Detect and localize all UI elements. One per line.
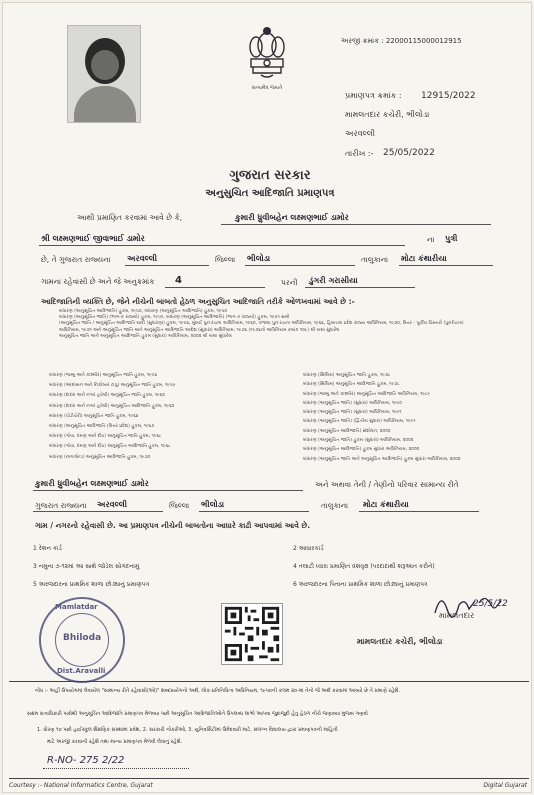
handwritten-ref: R-NO- 275 2/22 bbox=[47, 755, 125, 766]
village2-value: મોટા કંથારીયા bbox=[363, 500, 409, 509]
instruction-para: સક્ષમ સત્તાધિકારી પાસેથી અનુસૂચિત આદિજાતિ પ્રમાણપત્ર મેળવ્યા પછી અનુસૂચિત આદિજાતિઓને ઉપલબ્ધ લાભો આપવા જુદાજુદી હેતુ હેઠળ નીચે જણાવ્યા મુજબ ગણવો bbox=[27, 711, 368, 717]
note-text: નોંધ :- અહીં ઉપયોગમાં લેવાયેલ "સામાન્ય રીતે રહેવાસી(ઓ)" શબ્દપ્રયોગનો અર્થ, લોક-પ્રતિનિધિત્વ અધિનિયમ, ૧૯૫૦ની કલમ ૨૦-માં તેનો જે અર્થ કરવામાં આવ્યો છે તે પ્રમાણે રહેશે. bbox=[35, 688, 400, 694]
doc-item: 5 અરજદારના પ્રાથમિક શાળા છોડ્યાનું પ્રમાણપત્ર bbox=[33, 581, 150, 588]
list-item: બંધારણ (અનુસૂચિત આદિજાતિ) હુકમ સુધારા અધિનિયમ, ૨૦૦૨ bbox=[303, 447, 420, 453]
signature-title: મામલતદાર bbox=[439, 611, 475, 620]
doc-item: 2 આધારકાર્ડ bbox=[293, 545, 324, 552]
list-item: બંધારણ (પોંડીચેરી) અનુસૂચિત જાતિ હુકમ, ૧૯૬૪ bbox=[49, 413, 139, 419]
list-item: બંધારણ (અનુસૂચિત જાતિ અને અનુસૂચિત આદિજાતિ) હુકમ સુધારા અધિનિયમ, ૨૦૦૨ bbox=[303, 456, 461, 462]
caste-label: પરની bbox=[281, 278, 298, 287]
list-item: બંધારણ (દાદરા અને નગર હવેલી) અનુસૂચિત આદિજાતિ હુકમ, ૧૯૬૨ bbox=[49, 403, 175, 409]
footer-brand: Digital Gujarat bbox=[483, 782, 527, 789]
state-label: છે, તે ગુજરાત રાજ્યના bbox=[41, 255, 111, 264]
district-label: જિલ્લા bbox=[215, 255, 236, 264]
national-emblem-icon bbox=[243, 23, 291, 93]
list-item: બંધારણ (અનુસૂચિત જાતિ) (સુધારા) અધિનિયમ, ૧૯૯૦ bbox=[303, 400, 402, 406]
government-title: ગુજરાત સરકાર bbox=[229, 168, 311, 183]
applicant-name: કુમારી ધ્રુવીબહેન લક્ષ્મણભાઈ ડામોર bbox=[235, 213, 349, 222]
qr-code bbox=[221, 603, 283, 665]
list-item: બંધારણ (જમ્મુ અને કાશ્મીર) અનુસૂચિત આદિજાતિ અધિનિયમ, ૧૯૮૯ bbox=[303, 391, 431, 397]
village-label: ગામના રહેવાસી છે અને જે અનુક્રમાંક bbox=[41, 277, 155, 286]
signature-office: મામલતદાર કચેરી, ભીલોડા bbox=[357, 637, 443, 646]
orders-list-right bbox=[303, 371, 513, 464]
date-label: તારીખ :- bbox=[345, 149, 374, 158]
doc-item: 3 નમુના ૭-૧૨માં આ સાથે જોડેલ સોગંદનામું bbox=[33, 563, 140, 570]
village-value: મોટા કંથારીયા bbox=[401, 254, 447, 263]
list-item: બંધારણ (ગોવા, દમણ અને દીવ) અનુસૂચિત આદિજાતિ હુકમ, ૧૯૬૮ bbox=[49, 444, 171, 450]
list-item: બંધારણ (આંદામાન અને નિકોબાર ટાપુ) અનુસૂચિત જાતિ હુકમ, ૧૯૫૯ bbox=[49, 383, 176, 389]
taluka-value: ભીલોડા bbox=[247, 254, 271, 263]
list-item: બંધારણ (ગોવા, દમણ અને દીવ) અનુસૂચિત જાતિ હુકમ, ૧૯૬૮ bbox=[49, 434, 162, 440]
list-item: બંધારણ (અનુસૂચિત આદિજાતિ) સંશોધન, ૨૦૦૨ bbox=[303, 428, 391, 434]
basis-line: ગામ / નગરનો રહેવાસી છે. આ પ્રમાણપત્ર નીચેની બાબતોના આધારે કાઢી આપવામાં આવે છે. bbox=[35, 521, 311, 530]
serial-number: 4 bbox=[175, 275, 182, 286]
footer-courtesy: Courtesy :- National Informatics Centre, Gujarat bbox=[9, 782, 153, 789]
list-item: બંધારણ (સિક્કિમ) અનુસૂચિત જાતિ હુકમ, ૧૯૭૮ bbox=[303, 373, 391, 378]
list-item: બંધારણ (અનુસૂચિત જાતિ) (સુધારા) અધિનિયમ, ૧૯૯૧ bbox=[303, 410, 402, 416]
emblem-caption: સત્યમેવ જયતે bbox=[251, 85, 283, 91]
applicant-name-repeat: કુમારી ધ્રુવીબહેન લક્ષ્મણભાઈ ડામોર bbox=[35, 479, 149, 488]
list-item: બંધારણ (અનુસૂચિત જાતિ) હુકમ (સુધારા) અધિનિયમ, ૨૦૦૨ bbox=[303, 438, 414, 444]
application-serial: અરજી ક્રમાંક : 22000115000012915 bbox=[341, 37, 462, 45]
taluka-label: તાલુકાના bbox=[361, 255, 389, 264]
applicant-photo bbox=[67, 25, 141, 123]
list-item: બંધારણ (દાદરા અને નગર હવેલી) અનુસૂચિત જાતિ હુકમ, ૧૯૬૨ bbox=[49, 393, 165, 399]
certificate-title: અનુસુચિત આદિજાતિ પ્રમાણપત્ર bbox=[205, 188, 335, 199]
office-line: મામલતદાર કચેરી, ભીલોડા bbox=[345, 110, 430, 119]
signature-date: 25/5/22 bbox=[473, 599, 508, 609]
relation-label: ના bbox=[427, 235, 435, 244]
district2-label: જિલ્લા bbox=[169, 501, 190, 510]
doc-item: 1 રેશન કાર્ડ bbox=[33, 545, 62, 552]
legal-basis-text: બંધારણ (અનુસૂચિત આદિજાતિ) હુકમ, ૧૯૫૦, બંધારણ (અનુસૂચિત આદિજાતિ) હુકમ, ૧૯૫૦ બંધારણ (અનુસૂચિત જાતિ) (ભાગ-ક રાજ્યો) હુકમ, ૧૯૫૧, બંધારણ (અનુસૂચિત આદિજાતિ) (ભાગ-ક રાજ્યો) હુકમ, ૧૯૫૧ સાથે (અનુસૂચિત જાતિ / અનુસૂચિત આદિજાતિ યાદી (સુધારણા) હુકમ, ૧૯૫૬, મુંબઈ પુનઃરચના અધિનિયમ, ૧૯૬૦, પંજાબ પુનઃરચના અધિનિયમ, ૧૯૬૬, હિમાચલ પ્રદેશ રાજ્ય અધિનિયમ, ૧૯૭૦, ઉત્તર - પૂર્વીય વિસ્તારો (પુનર્રચના) અધિનિયમ, ૧૯૭૧ અને અનુસૂચિત જાતિ અને અનુસૂચિત આદિજાતિ આદેશ (સુધારા) અધિનિયમ, ૧૯૭૬ (૧૯૭૬નો અધિનિયમ ક્રમાંક ૧૦૮) થી યથા સુધારેલ અનુસૂચિત જાતિ અને અનુસૂચિત આદિજાતિ હુકમ (સુધારા) અધિનિયમ, ૨૦૦૨ થી યથા સુધારેલ bbox=[59, 309, 464, 339]
certify-text: આથી પ્રમાણિત કરવામાં આવે છે કે, bbox=[77, 213, 183, 222]
instruction-points: 1. ધોરણ ૧૦ પછી હાઈસ્કૂલ શૈક્ષણિક સંસ્થામાં પ્રવેશ, 2. સરકારી નોકરીઓ, 3. યુનિવર્સિટીમાં ઉમેદવારી માટે, સંલગ્ન વિદ્યાલય દ્વારા પ્રમાણપત્રની માહિતી bbox=[37, 727, 338, 733]
state2-label: ગુજરાત રાજ્યના bbox=[35, 501, 87, 510]
cert-no-label: પ્રમાણપત્ર ક્રમાંક : bbox=[345, 91, 402, 100]
relation-value: પુત્રી bbox=[445, 234, 458, 243]
district-value: અરવલ્લી bbox=[127, 254, 158, 263]
district2-value: અરવલ્લી bbox=[97, 500, 128, 509]
issue-date: 25/05/2022 bbox=[383, 148, 435, 158]
taluka2-label: તાલુકાના bbox=[321, 501, 349, 510]
office-district: અરવલ્લી bbox=[345, 129, 376, 138]
doc-item: 6 અરજદારના પિતાના પ્રાથમિક શાળા છોડ્યાનું પ્રમાણપત્ર bbox=[293, 581, 428, 588]
father-name: શ્રી લક્ષ્મણભાઈ જીવાભાઈ ડામોર bbox=[41, 234, 145, 243]
list-item: બંધારણ (અનુસૂચિત જાતિ) (દ્વિતીય સુધારા) અધિનિયમ, ૧૯૯૧ bbox=[303, 419, 416, 425]
family-label: અને અથવા તેની / તેણીનો પરિવાર સામાન્ય રીતે bbox=[315, 480, 459, 489]
list-item: બંધારણ (નાગાલેન્ડ) અનુસૂચિત આદિજાતિ હુકમ, ૧૯૭૦ bbox=[49, 454, 151, 460]
office-seal: Bhiloda Mamlatdar Dist.Aravalli bbox=[39, 597, 125, 683]
cert-number: 12915/2022 bbox=[421, 91, 476, 101]
footer bbox=[9, 778, 529, 792]
orders-list-left bbox=[49, 371, 269, 463]
caste-value: ડુંગરી ગરાસીયા bbox=[309, 276, 358, 285]
taluka2-value: ભીલોડા bbox=[201, 500, 225, 509]
list-item: બંધારણ (અનુસૂચિત આદિજાતિ (ઉત્તર પ્રદેશ) હુકમ, ૧૯૬૭ bbox=[49, 424, 155, 430]
list-item: બંધારણ (સિક્કિમ) અનુસૂચિત આદિજાતિ હુકમ, ૧૯૭૮ bbox=[303, 382, 400, 388]
certificate-page bbox=[2, 2, 532, 793]
instruction-points-2: માટે અરજી કરવાની રહેશે તથા માન્ય પ્રમાણપત્ર મેળવી લેવાનું રહેશે. bbox=[47, 739, 183, 745]
doc-item: 4 તલાટી ધ્વારા પ્રમાણિત વંશવૃક્ષ (પરદાદાથી શરૂઆત કરીને) bbox=[293, 563, 435, 570]
list-item: બંધારણ (જમ્મુ અને કાશ્મીર) અનુસૂચિત જાતિ હુકમ, ૧૯૫૬ bbox=[49, 373, 158, 378]
tribe-recognition-line: આદિજાતિની વ્યક્તિ છે, જેને નીચેની બાબતો હેઠળ અનુસુચિત આદિજાતિ તરીકે ઓળખવામાં આવે છે :- bbox=[41, 297, 355, 306]
